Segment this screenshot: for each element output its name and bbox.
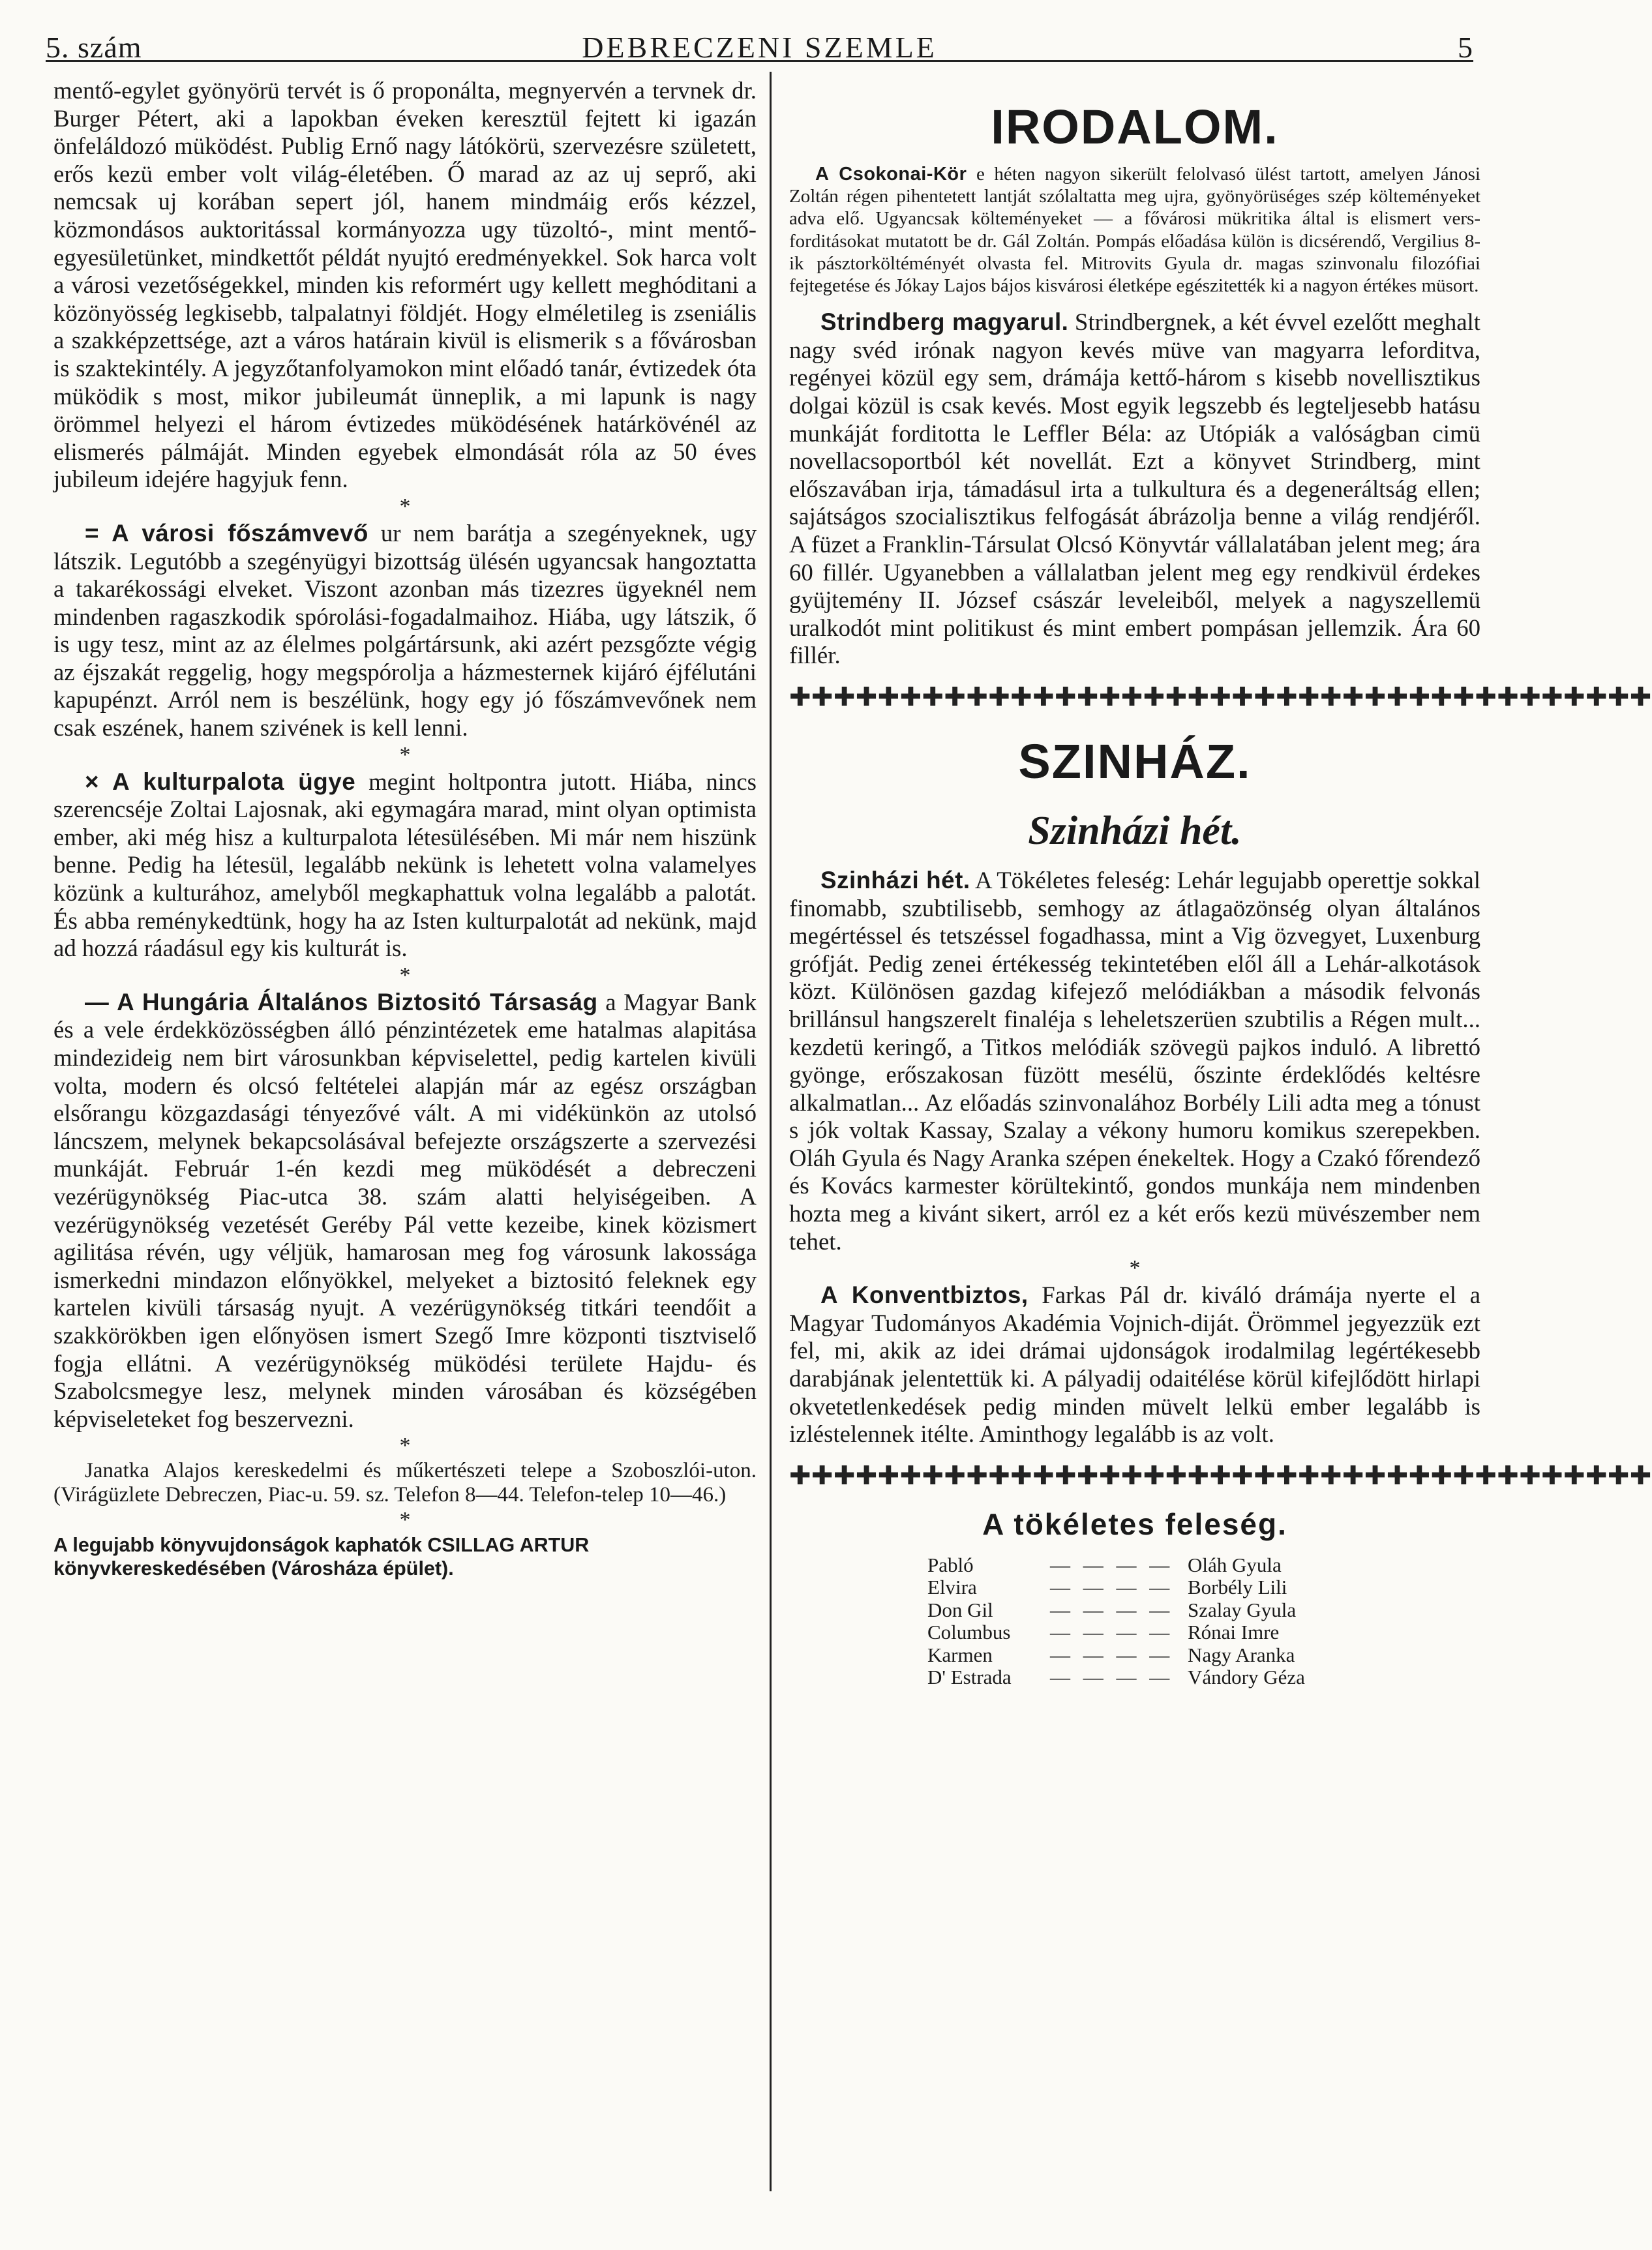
theatre-paragraph (789, 867, 1480, 1255)
cast-row (789, 1666, 1480, 1689)
ornament-divider: ✚✚✚✚✚✚✚✚✚✚✚✚✚✚✚✚✚✚✚✚✚✚✚✚✚✚✚✚✚✚✚✚✚✚✚✚✚✚✚ (789, 682, 1652, 712)
article-body: a Magyar Bank és a vele érdekközösségben álló pénzintézetek eme hatalmas alapitása mindezideig nem birt városunkban képviselettel, pedig kartelen kivüli volta, modern és olcsó feltételei alapján már az egész országban elsőrangu közgazdasági tényezővé vált. A mi vidékünkön az utolsó láncszem, melynek bekapcsolásával befejezte országszerte a szervezési munkáját. Február 1-én kezdi meg müködését a debreczeni vezérügynökség Piac-utca 38. szám alatti helyiségeiben. A vezérügynökség vezetését Geréby Pál vette kezeibe, kinek közismert agilitása révén, ugy véljük, hamarosan meg fog városunk lakossága ismerkedni mindazon előnyökkel, melyeket a biztositó feleknek egy kartelen kivüli társaság nyujt. A vezérügynökség titkári teendőit a szakkörökben igen előnyösen ismert Szegő Imre központi tisztviselő fogja ellátni. A vezérügynökség müködési területe Hajdu- és Szabolcsmegye lesz, melynek minden városában és községében képviseleteket fog beszervezni. (53, 988, 757, 1432)
cast-dash: — — — — (1050, 1643, 1174, 1666)
article-lead: — A Hungária Általános Biztositó Társaság (85, 988, 598, 1015)
separator-asterisk: * (399, 494, 411, 518)
cast-dash: — — — — (1050, 1576, 1174, 1599)
article-body: ur nem barátja a szegényeknek, ugy látszik. Legutóbb a szegényügyi bizottság ülésén ugyancsak hangoztatta a takarékossági elveket. Viszont azonban más tizezres ügyeknél nem mindenben ragaszkodik spórolási-fogadalmaihoz. Hiába, ugy látszik, ő is ugy tesz, mint az az élelmes polgártársunk, aki azért pezsgőzte végig az éjszakát reggelig, hogy megspórolja a házmesternek kijáró éjfélutáni kapupénzt. Arról nem is beszélünk, hogy egy jó főszámvevőnek nem csak eszének, hanem szivének is kell lenni. (53, 519, 757, 742)
article-paragraph (53, 768, 757, 963)
cast-actor: Szalay Gyula (1188, 1598, 1297, 1621)
cast-role: Karmen (927, 1643, 993, 1666)
cast-dash: — — — — (1050, 1553, 1174, 1576)
article-lead: Szinházi hét. (820, 866, 970, 893)
separator-asterisk: * (399, 963, 411, 987)
cast-actor: Vándory Géza (1188, 1666, 1305, 1689)
left-column (53, 77, 757, 1580)
article-lead: × A kulturpalota ügye (85, 768, 356, 795)
separator-asterisk: * (399, 1433, 411, 1458)
page-header (46, 26, 1473, 65)
cast-row (789, 1599, 1480, 1622)
article-paragraph: mentő-egylet gyönyörü tervét is ő proponálta, megnyervén a tervnek dr. Burger Pétert, aki a lapokban éveken keresztül fejtett ki igazán önfeláldozó müködést. Publig Ernő nagy látókörü, szervezésre született, erős kezü ember volt világ-életében. Ő marad az az uj seprő, aki nemcsak uj korában sepert jól, hanem mindmáig erős kézzel, közmondásos auktoritással kormányozza ugy tüzoltó-, mint mentő-egyesületünket, mindkettőt példát nyujtó eredményekkel. Sok harca volt a városi vezetőségekkel, minden kis reformért ugy kellett meghóditani a közönyösség legkisebb, talpalatnyi földjét. Hogy elméletileg is zseniális a szakképzettsége, azt a város határain kivül is elismerik s a fővárosban is szaktekintély. A jegyzőtanfolyamokon mint előadó tanár, évtizedek óta müködik s most, mikor jubileumát ünneplik, a mi lapunk is nagy örömmel helyezi el három évtizedes müködésének határkövénél az elismerés pálmáját. Minden egyebek elmondását róla az 50 éves jubileum idejére hagyjuk fenn. (53, 77, 757, 493)
separator-asterisk: * (399, 1508, 411, 1533)
article-lead: = A városi főszámvevő (85, 519, 368, 547)
ornament-divider: ✚✚✚✚✚✚✚✚✚✚✚✚✚✚✚✚✚✚✚✚✚✚✚✚✚✚✚✚✚✚✚✚✚✚✚✚✚✚✚ (789, 1460, 1652, 1490)
cast-role: D' Estrada (927, 1666, 1012, 1689)
article-paragraph (53, 520, 757, 742)
article-body: Strindbergnek, a két évvel ezelőtt meghalt nagy svéd irónak nagyon kevés müve van magyarra leforditva, regényei közül egy sem, drámája kettő-három s kisebb novellisztikus dolgai közül is csak kevés. Most egyik legszebb és legteljesebb hatásu munkáját forditotta le Leffler Béla: az Utópiák a valóságban cimü novellacsoportból két novellát. Ezt a könyvet Strindberg, mint előszavában irja, támadásul irta a tulkultura és a degeneráltság ellen; sajátságos szocialisztikus felfogását ábrázolja benne a világ rendjéről. A füzet a Franklin-Társulat Olcsó Könyvtár vállalatában jelent meg; ára 60 fillér. Ugyanebben a vállalatban jelent meg egy rendkivül érdekes gyüjtemény II. József császár leveleiből, melyek a nagyszellemü uralkodót mint politikust és mint embert pompásan jellemzik. Ára 60 fillér. (789, 308, 1480, 669)
article-body: Farkas Pál dr. kiváló drámája nyerte el a Magyar Tudományos Akadémia Vojnich-diját. Örömmel jegyezzük ezt fel, mi, akik az idei drámai ujdonságok irodalmilag legértékesebb darabjának jelentettük ki. A pályadij odaitélése körül kifejlődött hirlapi okvetetlenkedések pedig minden müvelt lelkü ember legalább is izléstelennek itélte. Aminthogy legalább is az volt. (789, 1282, 1480, 1448)
cast-row (789, 1621, 1480, 1644)
cast-list (789, 1554, 1480, 1689)
literary-paragraph (789, 163, 1480, 297)
cast-dash: — — — — (1050, 1666, 1174, 1689)
page-number: 5 (1458, 31, 1473, 64)
irodalom-heading: IRODALOM. (991, 100, 1279, 154)
article-body: A Tökéletes feleség: Lehár legujabb operettje sokkal finomabb, szubtilisebb, semhogy az átlagaözönség olyan általános megértéssel és tetszéssel fogadhassa, mint a Vig özvegyet, Luxenburg grófját. Pedig zenei értékesség tekintetében elől áll a Lehár-alkotások közt. Különösen gazdag kifejező melódiákban a második felvonás brillánsul hangszerelt finaléja s leheletszerüen szubtilis a Régen mult... kezdetü keringő, a Titkos melódiák szövegü pajkos induló. A librettó gyönge, erőszakosan füzött mesélü, őszinte érdeklődés keltésre alkalmatlan... Az előadás szinvonalához Borbély Lili adta meg a tónust s jók voltak Kassay, Szalay a vékony humoru komikus szerepekben. Oláh Gyula és Nagy Aranka szépen énekeltek. Hogy a Czakó főrendező és Kovács karmester körültekintő, gondos munkája nem mindenben hozta meg a kivánt sikert, arról ez a két erős kezü müvészember nem tehet. (789, 866, 1480, 1255)
issue-number: 5. szám (46, 31, 142, 64)
article-body: megint holtpontra jutott. Hiába, nincs szerencséje Zoltai Lajosnak, aki egymagára marad, mint olyan optimista ember, aki még hisz a kulturpalota létesülésében. Mi már nem hiszünk benne. Pedig ha létesül, legalább nekünk is lehetett volna valamelyes közünk a kulturához, amelyből megkaphattuk volna legalább a palotát. És abba reménykedtünk, hogy ha az Isten kulturpalotát ad nekünk, majd ad hozzá ráadásul egy kis kulturát is. (53, 768, 757, 962)
szinhaz-heading: SZINHÁZ. (1018, 734, 1252, 788)
separator-asterisk: * (1129, 1256, 1141, 1281)
separator-asterisk: * (399, 742, 411, 767)
bookshop-advert: A legujabb könyvujdonságok kaphatók CSILLAG ARTUR könyvkereskedésében (Városháza épület). (53, 1534, 590, 1580)
cast-role: Elvira (927, 1576, 977, 1599)
cast-actor: Oláh Gyula (1188, 1553, 1282, 1576)
cast-row (789, 1576, 1480, 1599)
article-lead: A Konventbiztos, (820, 1282, 1029, 1309)
article-body: e héten nagyon sikerült felolvasó ülést tartott, amelyen Jánosi Zoltán régen pihentetett lantját szólaltatta meg ujra, gyönyörüséges szép költeményeket adva elő. Ugyancsak költeményeket — a fővárosi mükritika által is elismert vers-forditásokat mutatott be dr. Gál Zoltán. Pompás előadása külön is dicsérendő, Vergilius 8-ik pásztorköltéményét olvasta fel. Mitrovits Gyula dr. magas szinvonalu filozófiai fejtegetése és Jókay Lajos bájos kisvárosi életképe egészitették ki a nagyon értékes müsort. (789, 164, 1480, 297)
szinhazi-het-subheading: Szinházi hét. (1028, 808, 1242, 853)
cast-row (789, 1554, 1480, 1577)
literary-paragraph (789, 308, 1480, 670)
right-column (789, 91, 1652, 1689)
cast-actor: Rónai Imre (1188, 1621, 1280, 1644)
cast-role: Columbus (927, 1621, 1011, 1644)
cast-row (789, 1644, 1480, 1667)
article-lead: A Csokonai-Kör (815, 164, 967, 185)
theatre-paragraph (789, 1282, 1480, 1448)
cast-actor: Borbély Lili (1188, 1576, 1287, 1599)
cast-role: Don Gil (927, 1598, 993, 1621)
cast-dash: — — — — (1050, 1598, 1174, 1621)
cast-list-title: A tökéletes feleség. (982, 1507, 1287, 1541)
cast-dash: — — — — (1050, 1621, 1174, 1644)
newspaper-title: DEBRECZENI SZEMLE (582, 31, 937, 64)
column-divider (770, 72, 772, 2191)
article-paragraph (53, 989, 757, 1433)
advert-paragraph: Janatka Alajos kereskedelmi és műkertészeti telepe a Szoboszlói-uton. (Virágüzlete Debreczen, Piac-u. 59. sz. Telefon 8—44. Telefon-telep 10—46.) (53, 1459, 757, 1507)
cast-actor: Nagy Aranka (1188, 1643, 1295, 1666)
header-rule (46, 60, 1473, 62)
article-lead: Strindberg magyarul. (820, 308, 1069, 336)
cast-role: Pabló (927, 1553, 974, 1576)
